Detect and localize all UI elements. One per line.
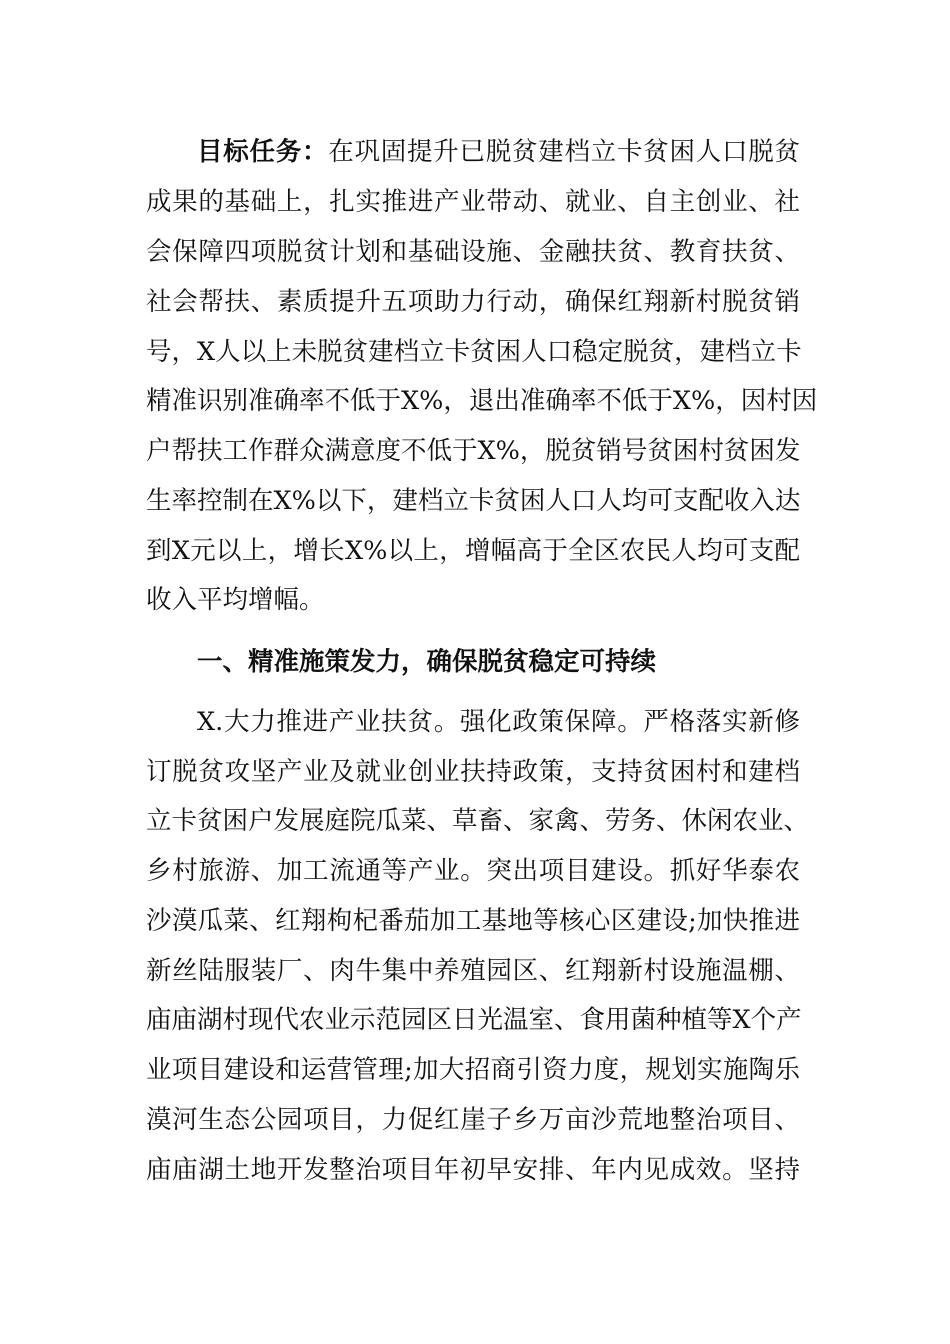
section-1-line-6: 新丝陆服装厂、肉牛集中养殖园区、红翔新村设施温棚、 xyxy=(146,956,800,986)
goal-line-2: 成果的基础上，扎实推进产业带动、就业、自主创业、社 xyxy=(146,187,800,217)
goal-line-5: 号，X人以上未脱贫建档立卡贫困人口稳定脱贫，建档立卡 xyxy=(146,337,802,367)
section-1-line-5: 沙漠瓜菜、红翔枸杞番茄加工基地等核心区建设;加快推进 xyxy=(146,906,800,936)
section-1-heading: 一、精准施策发力，确保脱贫稳定可持续 xyxy=(197,647,657,677)
section-1-line-9: 漠河生态公园项目，力促红崖子乡万亩沙荒地整治项目、 xyxy=(146,1105,800,1135)
section-1-line-1: X.大力推进产业扶贫。强化政策保障。严格落实新修 xyxy=(197,707,800,737)
section-1-line-7: 庙庙湖村现代农业示范园区日光温室、食用菌种植等X个产 xyxy=(146,1005,802,1035)
goal-line-1 xyxy=(197,132,800,172)
section-1-line-3: 立卡贫困户发展庭院瓜菜、草畜、家禽、劳务、休闲农业、 xyxy=(146,806,810,836)
section-1-line-4: 乡村旅游、加工流通等产业。突出项目建设。抓好华泰农 xyxy=(146,856,800,886)
goal-label: 目标任务： xyxy=(197,137,329,167)
goal-line-10: 收入平均增幅。 xyxy=(146,585,325,615)
goal-line-4: 社会帮扶、素质提升五项助力行动，确保红翔新村脱贫销 xyxy=(146,287,800,317)
goal-line-1-text: 在巩固提升已脱贫建档立卡贫困人口脱贫 xyxy=(328,137,800,167)
goal-line-9: 到X元以上，增长X%以上，增幅高于全区农民人均可支配 xyxy=(146,536,800,566)
section-1-line-8: 业项目建设和运营管理;加大招商引资力度，规划实施陶乐 xyxy=(146,1055,800,1085)
goal-line-8: 生率控制在X%以下，建档立卡贫困人口人均可支配收入达 xyxy=(146,486,801,516)
goal-line-3: 会保障四项脱贫计划和基础设施、金融扶贫、教育扶贫、 xyxy=(146,237,800,267)
section-1-line-10: 庙庙湖土地开发整治项目年初早安排、年内见成效。坚持 xyxy=(146,1155,800,1185)
goal-line-7: 户帮扶工作群众满意度不低于X%，脱贫销号贫困村贫困发 xyxy=(146,436,801,466)
section-1-line-2: 订脱贫攻坚产业及就业创业扶持政策，支持贫困村和建档 xyxy=(146,757,800,787)
goal-line-6: 精准识别准确率不低于X%，退出准确率不低于X%，因村因 xyxy=(146,386,818,416)
